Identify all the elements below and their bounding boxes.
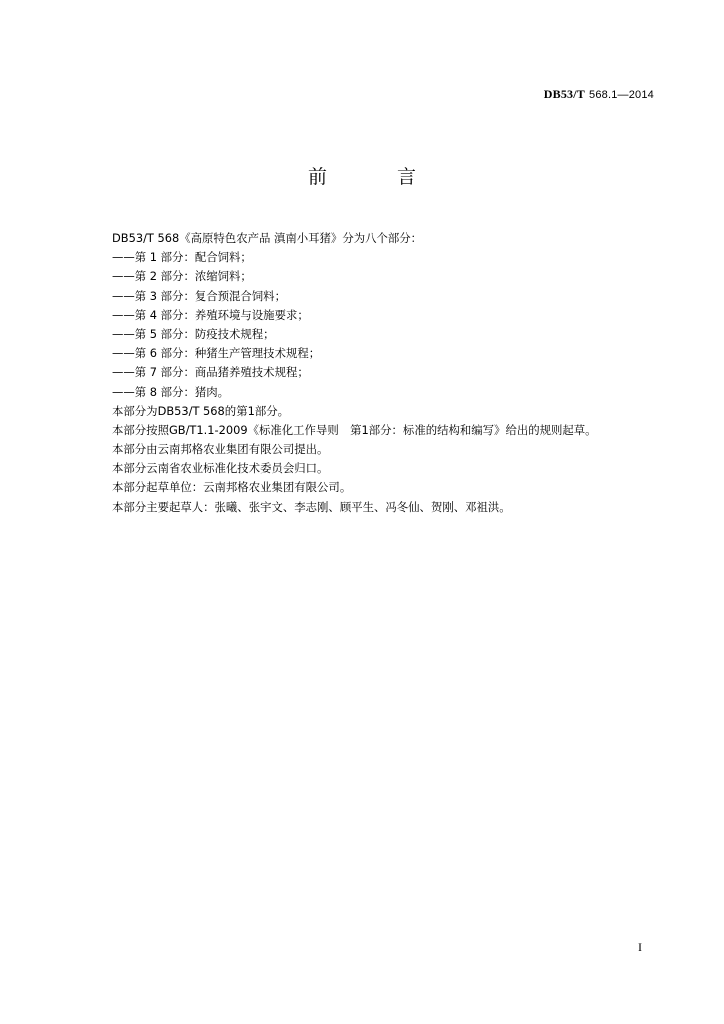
part-list-item: ——第 7 部分：商品猪养殖技术规程； — [112, 365, 309, 380]
foreword-line: 本部分按照GB/T1.1-2009《标准化工作导则 第1部分：标准的结构和编写》给出的规则起草。 — [112, 422, 597, 437]
foreword-line: 本部分为DB53/T 568的第1部分。 — [112, 403, 290, 418]
foreword-line: 本部分起草单位：云南邦格农业集团有限公司。 — [112, 480, 352, 495]
part-list-item: ——第 5 部分：防疫技术规程； — [112, 326, 275, 341]
foreword-line: 本部分云南省农业标准化技术委员会归口。 — [112, 461, 329, 476]
foreword-line: 本部分主要起草人：张曦、张宇文、李志刚、顾平生、冯冬仙、贺刚、邓祖洪。 — [112, 499, 511, 514]
standard-number: 568.1—2014 — [589, 89, 654, 101]
foreword-body — [112, 229, 672, 517]
foreword-line: 本部分由云南邦格农业集团有限公司提出。 — [112, 442, 329, 457]
part-list-item: ——第 6 部分：种猪生产管理技术规程； — [112, 346, 321, 361]
part-list-item: ——第 2 部分：浓缩饲料； — [112, 269, 252, 284]
part-list-item: ——第 3 部分：复合预混合饲料； — [112, 288, 286, 303]
part-list-item: ——第 4 部分：养殖环境与设施要求； — [112, 307, 309, 322]
page-number: I — [638, 940, 642, 954]
foreword-line: DB53/T 568《高原特色农产品 滇南小耳猪》分为八个部分： — [112, 231, 423, 245]
part-list-item: ——第 1 部分：配合饲料； — [112, 250, 252, 265]
standard-header — [544, 87, 654, 102]
standard-code: DB53/T — [543, 87, 585, 101]
part-list-item: ——第 8 部分：猪肉。 — [112, 384, 230, 399]
page-title: 前 言 — [307, 166, 449, 188]
